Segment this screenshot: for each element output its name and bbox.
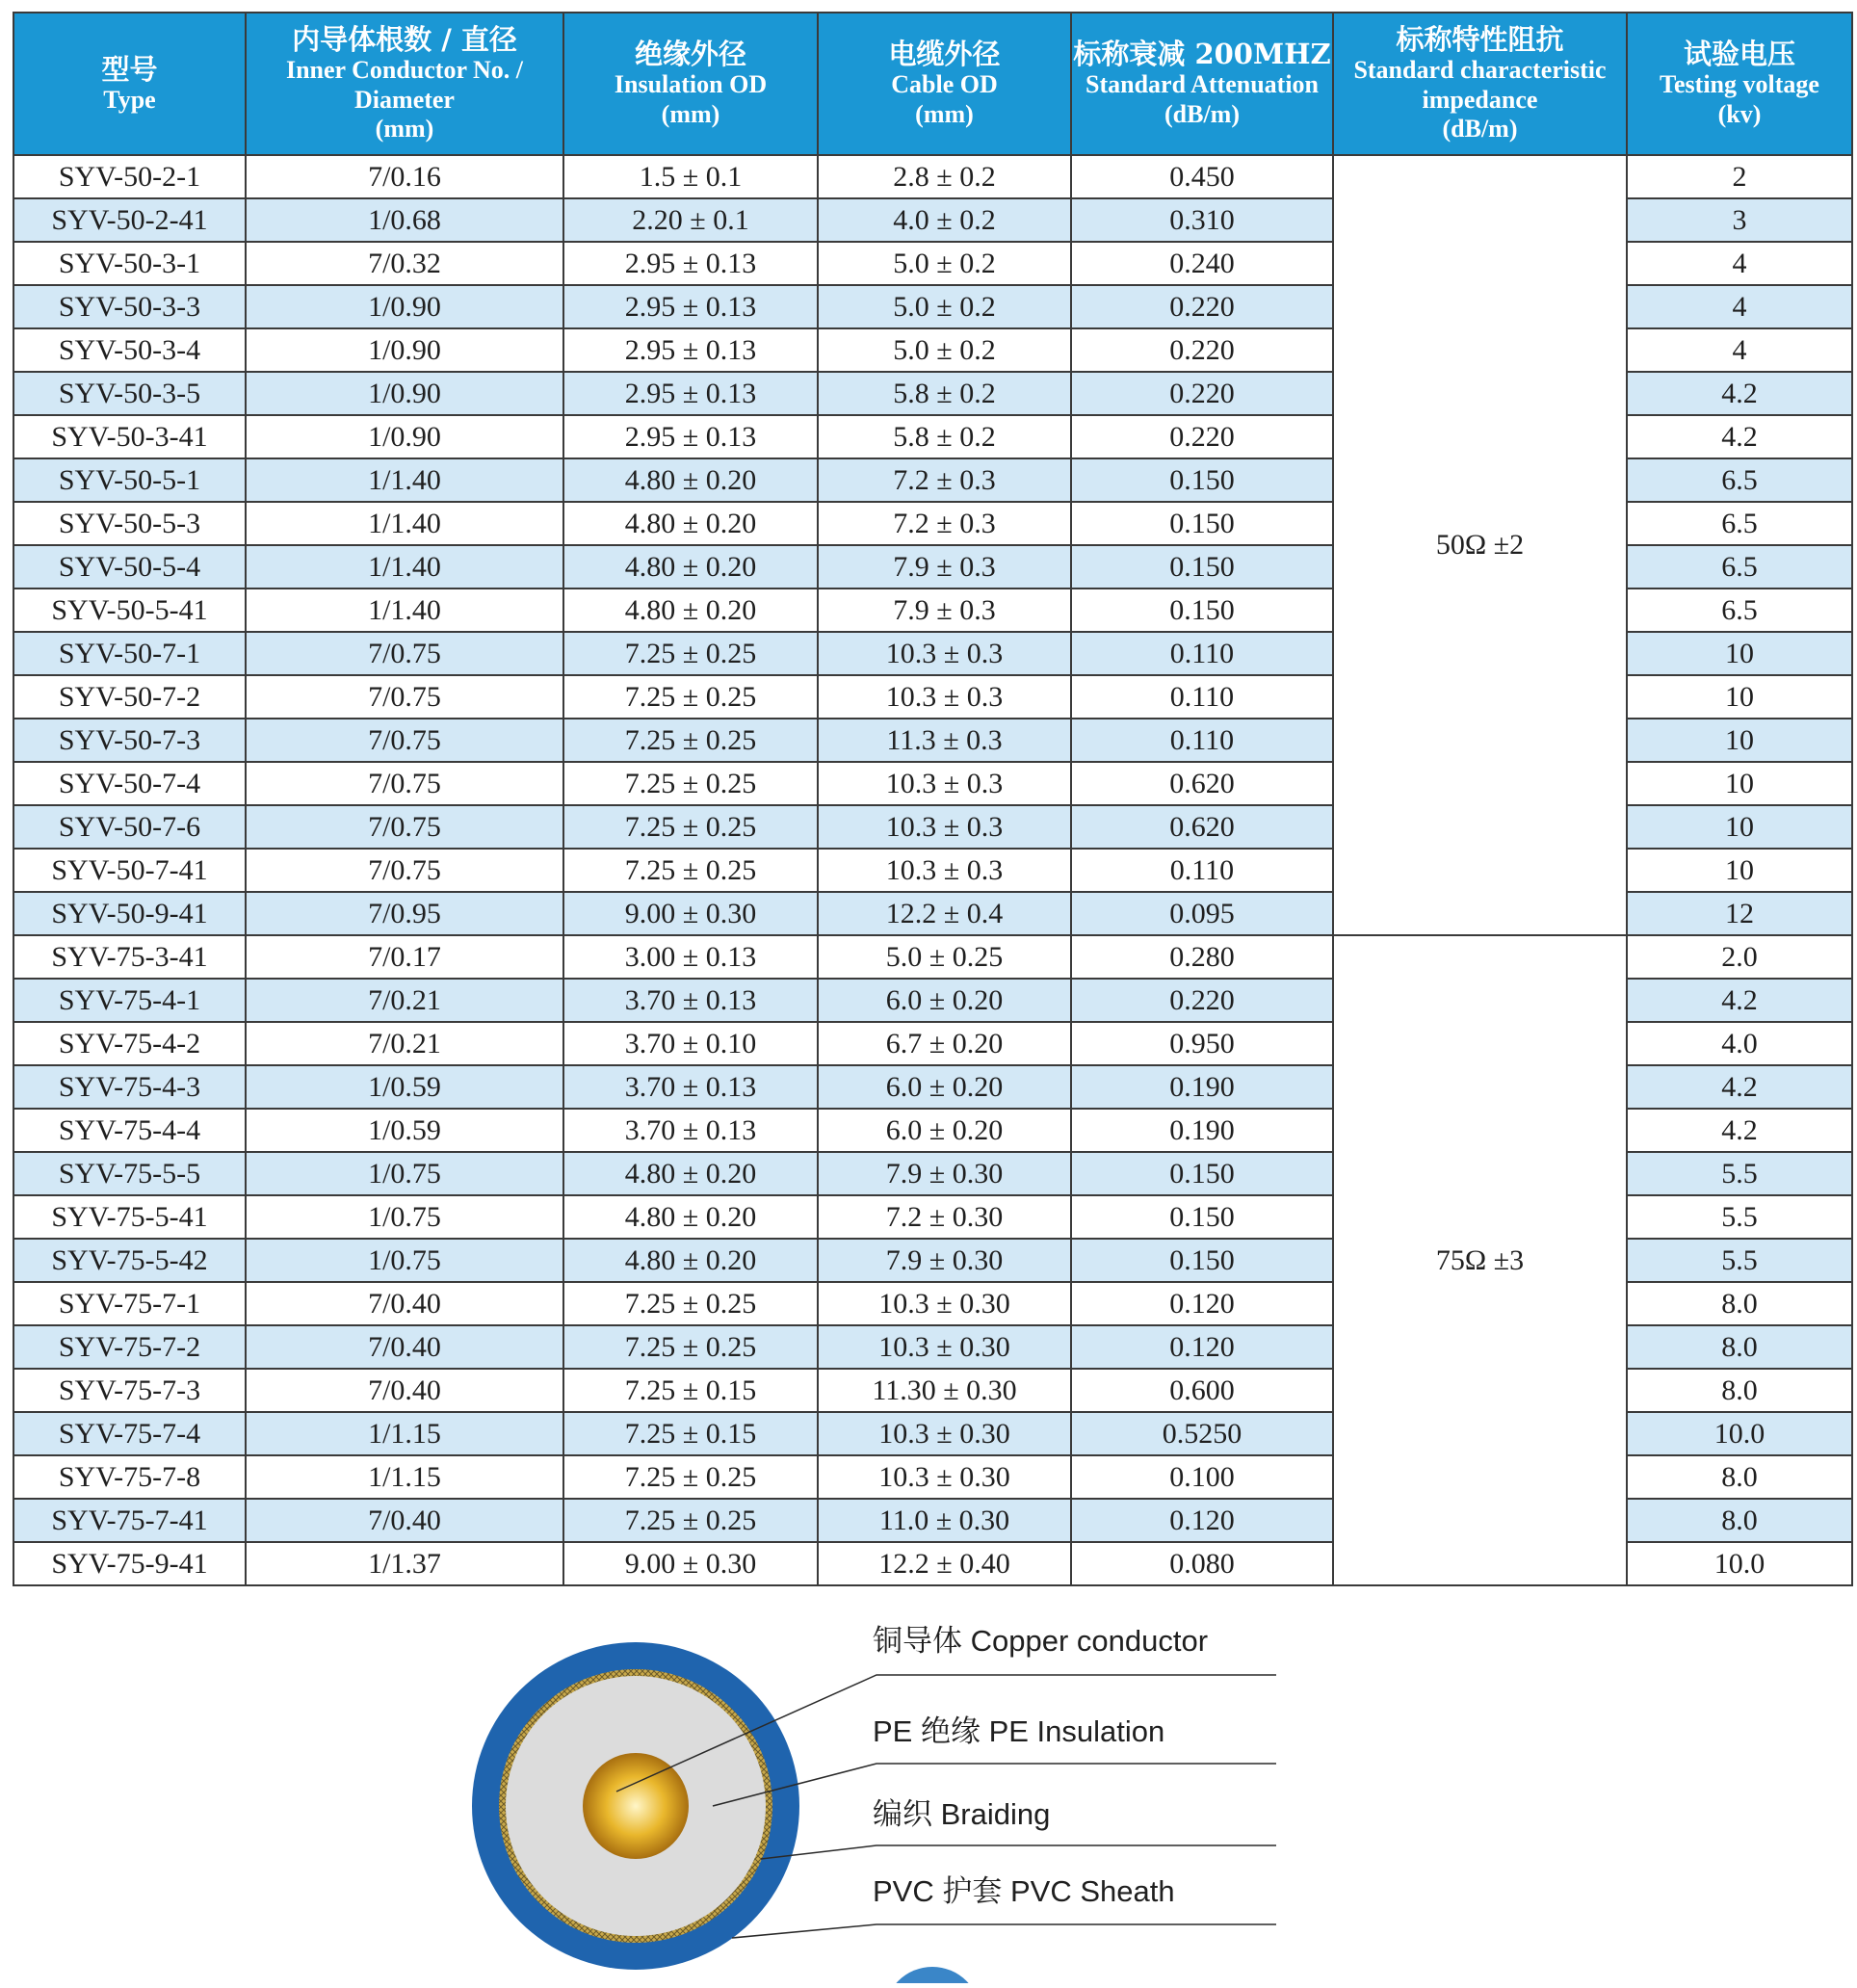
callout-line-braiding [761,1845,1276,1859]
cell-type: SYV-50-7-41 [13,849,246,892]
header-impedance-en: impedance [1422,85,1538,114]
cell-inner-conductor: 1/0.59 [246,1109,563,1152]
header-type [13,13,246,155]
cell-cable-od: 10.3 ± 0.30 [818,1455,1071,1499]
header-inner-conductor-en: (mm) [375,115,434,144]
cell-type: SYV-75-5-41 [13,1195,246,1239]
cell-inner-conductor: 1/0.59 [246,1065,563,1109]
cell-inner-conductor: 7/0.16 [246,155,563,198]
cell-inner-conductor: 7/0.75 [246,849,563,892]
cell-testing-voltage: 10 [1627,719,1852,762]
cell-testing-voltage: 3 [1627,198,1852,242]
cell-insulation-od: 9.00 ± 0.30 [563,1542,818,1585]
cell-insulation-od: 4.80 ± 0.20 [563,1152,818,1195]
cell-testing-voltage: 8.0 [1627,1282,1852,1325]
cell-inner-conductor: 7/0.17 [246,935,563,979]
cell-type: SYV-50-7-2 [13,675,246,719]
cell-type: SYV-50-7-3 [13,719,246,762]
cell-testing-voltage: 10 [1627,675,1852,719]
cell-testing-voltage: 5.5 [1627,1152,1852,1195]
callout-line-sheath [732,1924,1276,1938]
cell-insulation-od: 3.70 ± 0.10 [563,1022,818,1065]
header-impedance-en: Standard characteristic [1353,56,1607,85]
cell-testing-voltage: 6.5 [1627,589,1852,632]
cell-inner-conductor: 1/0.75 [246,1239,563,1282]
cell-cable-od: 6.0 ± 0.20 [818,1109,1071,1152]
cell-attenuation: 0.150 [1071,502,1333,545]
cell-attenuation: 0.095 [1071,892,1333,935]
cell-attenuation: 0.220 [1071,328,1333,372]
cell-type: SYV-75-4-1 [13,979,246,1022]
cell-inner-conductor: 1/1.15 [246,1455,563,1499]
cell-insulation-od: 7.25 ± 0.25 [563,719,818,762]
cell-cable-od: 7.2 ± 0.30 [818,1195,1071,1239]
cell-testing-voltage: 10.0 [1627,1542,1852,1585]
cell-testing-voltage: 4.2 [1627,1065,1852,1109]
header-attenuation [1071,13,1333,155]
cell-attenuation: 0.620 [1071,762,1333,805]
cell-impedance: 50Ω ±2 [1333,155,1627,935]
cell-insulation-od: 2.20 ± 0.1 [563,198,818,242]
header-cable-od-zh: 电缆外径 [888,38,1001,71]
cell-insulation-od: 7.25 ± 0.25 [563,1325,818,1369]
cell-insulation-od: 4.80 ± 0.20 [563,502,818,545]
cell-type: SYV-75-7-3 [13,1369,246,1412]
header-inner-conductor-en: Inner Conductor No. / [285,56,524,85]
header-cable-od-en: Cable OD [891,70,998,99]
cell-testing-voltage: 6.5 [1627,502,1852,545]
cell-cable-od: 5.0 ± 0.25 [818,935,1071,979]
cell-testing-voltage: 8.0 [1627,1369,1852,1412]
cell-attenuation: 0.120 [1071,1282,1333,1325]
cell-attenuation: 0.190 [1071,1109,1333,1152]
cell-inner-conductor: 7/0.40 [246,1369,563,1412]
header-type-zh: 型号 [101,52,158,86]
cell-testing-voltage: 4.2 [1627,979,1852,1022]
cell-attenuation: 0.220 [1071,979,1333,1022]
cell-cable-od: 7.9 ± 0.3 [818,589,1071,632]
cell-insulation-od: 7.25 ± 0.25 [563,1455,818,1499]
cell-cable-od: 10.3 ± 0.3 [818,675,1071,719]
cell-testing-voltage: 2.0 [1627,935,1852,979]
cell-testing-voltage: 4.0 [1627,1022,1852,1065]
cell-inner-conductor: 1/0.90 [246,415,563,458]
cell-insulation-od: 2.95 ± 0.13 [563,328,818,372]
header-impedance-en: (dB/m) [1442,115,1518,144]
cell-cable-od: 10.3 ± 0.3 [818,805,1071,849]
cell-inner-conductor: 7/0.40 [246,1282,563,1325]
cell-cable-od: 2.8 ± 0.2 [818,155,1071,198]
header-cable-od-en: (mm) [915,100,974,129]
header-testing-voltage-en: (kv) [1717,100,1762,129]
cell-inner-conductor: 1/1.40 [246,545,563,589]
cell-insulation-od: 7.25 ± 0.25 [563,762,818,805]
cell-inner-conductor: 7/0.95 [246,892,563,935]
cell-inner-conductor: 7/0.75 [246,762,563,805]
cell-inner-conductor: 1/0.75 [246,1195,563,1239]
cable-cross-section-diagram [472,1599,1339,1983]
cell-testing-voltage: 10.0 [1627,1412,1852,1455]
cell-type: SYV-50-5-4 [13,545,246,589]
cell-type: SYV-75-9-41 [13,1542,246,1585]
cell-type: SYV-75-7-4 [13,1412,246,1455]
label-copper-conductor: 铜导体 Copper conductor [873,1624,1209,1658]
cell-insulation-od: 4.80 ± 0.20 [563,1195,818,1239]
cell-type: SYV-75-5-42 [13,1239,246,1282]
cell-insulation-od: 4.80 ± 0.20 [563,589,818,632]
cell-inner-conductor: 1/1.15 [246,1412,563,1455]
cell-inner-conductor: 7/0.32 [246,242,563,285]
cell-type: SYV-50-3-3 [13,285,246,328]
header-testing-voltage [1627,13,1852,155]
cell-attenuation: 0.600 [1071,1369,1333,1412]
cell-testing-voltage: 2 [1627,155,1852,198]
cell-insulation-od: 7.25 ± 0.25 [563,805,818,849]
cell-inner-conductor: 7/0.21 [246,1022,563,1065]
cell-attenuation: 0.220 [1071,415,1333,458]
cell-cable-od: 5.8 ± 0.2 [818,415,1071,458]
cell-type: SYV-50-9-41 [13,892,246,935]
table-header-row [13,13,1852,155]
cell-type: SYV-75-5-5 [13,1152,246,1195]
header-testing-voltage-en: Testing voltage [1660,70,1819,99]
cell-type: SYV-50-2-1 [13,155,246,198]
cell-type: SYV-75-4-2 [13,1022,246,1065]
cell-type: SYV-75-7-8 [13,1455,246,1499]
label-braiding: 编织 Braiding [873,1797,1051,1831]
cell-insulation-od: 2.95 ± 0.13 [563,285,818,328]
cable-spec-table [13,12,1853,1586]
cell-testing-voltage: 10 [1627,762,1852,805]
cell-attenuation: 0.5250 [1071,1412,1333,1455]
cell-testing-voltage: 5.5 [1627,1239,1852,1282]
copper-conductor-icon [583,1753,689,1859]
cell-testing-voltage: 4.2 [1627,415,1852,458]
cell-testing-voltage: 8.0 [1627,1499,1852,1542]
label-pvc-sheath: PVC 护套 PVC Sheath [873,1874,1175,1908]
cell-attenuation: 0.190 [1071,1065,1333,1109]
cell-attenuation: 0.150 [1071,1152,1333,1195]
cell-type: SYV-75-7-41 [13,1499,246,1542]
cell-testing-voltage: 4 [1627,242,1852,285]
cell-type: SYV-50-2-41 [13,198,246,242]
cell-insulation-od: 9.00 ± 0.30 [563,892,818,935]
cell-inner-conductor: 1/0.75 [246,1152,563,1195]
cell-attenuation: 0.450 [1071,155,1333,198]
cell-attenuation: 0.620 [1071,805,1333,849]
cell-type: SYV-75-4-4 [13,1109,246,1152]
cell-cable-od: 10.3 ± 0.30 [818,1282,1071,1325]
cell-inner-conductor: 7/0.75 [246,632,563,675]
header-impedance [1333,13,1627,155]
cell-attenuation: 0.280 [1071,935,1333,979]
cell-insulation-od: 2.95 ± 0.13 [563,372,818,415]
cell-type: SYV-50-3-1 [13,242,246,285]
cell-attenuation: 0.220 [1071,285,1333,328]
cell-cable-od: 5.0 ± 0.2 [818,328,1071,372]
header-inner-conductor [246,13,563,155]
cell-cable-od: 12.2 ± 0.4 [818,892,1071,935]
cell-type: SYV-50-7-1 [13,632,246,675]
cell-type: SYV-75-3-41 [13,935,246,979]
cell-testing-voltage: 6.5 [1627,545,1852,589]
cell-attenuation: 0.110 [1071,719,1333,762]
cell-attenuation: 0.110 [1071,632,1333,675]
cell-insulation-od: 3.00 ± 0.13 [563,935,818,979]
cell-inner-conductor: 1/1.40 [246,589,563,632]
cell-type: SYV-50-5-41 [13,589,246,632]
cell-testing-voltage: 8.0 [1627,1455,1852,1499]
cell-cable-od: 4.0 ± 0.2 [818,198,1071,242]
header-attenuation-zh: 标称衰减 200MHZ [1073,38,1331,71]
cell-type: SYV-50-7-6 [13,805,246,849]
cell-type: SYV-50-3-41 [13,415,246,458]
cell-cable-od: 7.9 ± 0.30 [818,1239,1071,1282]
cell-cable-od: 10.3 ± 0.30 [818,1325,1071,1369]
cell-attenuation: 0.110 [1071,849,1333,892]
header-cable-od [818,13,1071,155]
header-type-en: Type [103,85,156,114]
cell-testing-voltage: 10 [1627,805,1852,849]
cell-inner-conductor: 7/0.40 [246,1325,563,1369]
cell-attenuation: 0.310 [1071,198,1333,242]
cell-attenuation: 0.150 [1071,458,1333,502]
cell-insulation-od: 7.25 ± 0.25 [563,849,818,892]
cell-attenuation: 0.150 [1071,589,1333,632]
cell-cable-od: 6.0 ± 0.20 [818,979,1071,1022]
cell-insulation-od: 4.80 ± 0.20 [563,545,818,589]
cell-insulation-od: 7.25 ± 0.25 [563,1499,818,1542]
cell-cable-od: 5.0 ± 0.2 [818,285,1071,328]
cell-cable-od: 10.3 ± 0.30 [818,1412,1071,1455]
cell-attenuation: 0.120 [1071,1499,1333,1542]
cell-attenuation: 0.150 [1071,545,1333,589]
cell-type: SYV-75-7-1 [13,1282,246,1325]
cell-testing-voltage: 4.2 [1627,372,1852,415]
cell-testing-voltage: 10 [1627,849,1852,892]
cell-cable-od: 11.30 ± 0.30 [818,1369,1071,1412]
cell-type: SYV-50-7-4 [13,762,246,805]
cell-insulation-od: 3.70 ± 0.13 [563,1109,818,1152]
cell-insulation-od: 2.95 ± 0.13 [563,415,818,458]
header-insulation-od-en: (mm) [661,100,720,129]
cell-testing-voltage: 8.0 [1627,1325,1852,1369]
cell-testing-voltage: 10 [1627,632,1852,675]
cell-attenuation: 0.100 [1071,1455,1333,1499]
table-body [13,155,1852,1585]
cell-inner-conductor: 1/1.40 [246,502,563,545]
header-inner-conductor-en: Diameter [354,85,455,114]
cell-type: SYV-50-5-3 [13,502,246,545]
cell-cable-od: 10.3 ± 0.3 [818,632,1071,675]
cell-testing-voltage: 4 [1627,285,1852,328]
cell-inner-conductor: 7/0.75 [246,805,563,849]
cell-impedance: 75Ω ±3 [1333,935,1627,1585]
cell-type: SYV-50-3-4 [13,328,246,372]
header-attenuation-en: Standard Attenuation [1085,70,1319,99]
cell-inner-conductor: 1/0.68 [246,198,563,242]
cell-insulation-od: 4.80 ± 0.20 [563,458,818,502]
header-insulation-od-zh: 绝缘外径 [634,38,746,71]
cable-preview-icon [884,1967,981,1983]
cell-insulation-od: 1.5 ± 0.1 [563,155,818,198]
cell-inner-conductor: 1/0.90 [246,328,563,372]
cell-insulation-od: 7.25 ± 0.25 [563,1282,818,1325]
header-attenuation-en: (dB/m) [1164,100,1240,129]
header-insulation-od [563,13,818,155]
cell-testing-voltage: 12 [1627,892,1852,935]
cell-insulation-od: 2.95 ± 0.13 [563,242,818,285]
cell-cable-od: 6.0 ± 0.20 [818,1065,1071,1109]
cell-type: SYV-75-7-2 [13,1325,246,1369]
header-testing-voltage-zh: 试验电压 [1683,38,1795,71]
cell-cable-od: 7.9 ± 0.30 [818,1152,1071,1195]
header-insulation-od-en: Insulation OD [614,70,768,99]
cell-type: SYV-50-5-1 [13,458,246,502]
cell-insulation-od: 3.70 ± 0.13 [563,979,818,1022]
header-inner-conductor-zh: 内导体根数 / 直径 [292,22,517,56]
cell-cable-od: 5.0 ± 0.2 [818,242,1071,285]
cell-inner-conductor: 1/0.90 [246,285,563,328]
header-impedance-zh: 标称特性阻抗 [1396,22,1564,56]
cell-insulation-od: 3.70 ± 0.13 [563,1065,818,1109]
cell-cable-od: 11.3 ± 0.3 [818,719,1071,762]
cell-insulation-od: 7.25 ± 0.15 [563,1412,818,1455]
cell-insulation-od: 4.80 ± 0.20 [563,1239,818,1282]
cell-type: SYV-50-3-5 [13,372,246,415]
cell-inner-conductor: 1/0.90 [246,372,563,415]
cell-attenuation: 0.220 [1071,372,1333,415]
label-pe-insulation: PE 绝缘 PE Insulation [873,1714,1165,1748]
cell-type: SYV-75-4-3 [13,1065,246,1109]
cell-cable-od: 5.8 ± 0.2 [818,372,1071,415]
cell-attenuation: 0.150 [1071,1239,1333,1282]
cell-inner-conductor: 1/1.40 [246,458,563,502]
cell-insulation-od: 7.25 ± 0.15 [563,1369,818,1412]
cell-cable-od: 10.3 ± 0.3 [818,762,1071,805]
cell-insulation-od: 7.25 ± 0.25 [563,632,818,675]
cell-cable-od: 7.2 ± 0.3 [818,458,1071,502]
cell-inner-conductor: 7/0.40 [246,1499,563,1542]
cell-testing-voltage: 5.5 [1627,1195,1852,1239]
cell-attenuation: 0.110 [1071,675,1333,719]
cell-cable-od: 6.7 ± 0.20 [818,1022,1071,1065]
cell-cable-od: 11.0 ± 0.30 [818,1499,1071,1542]
cell-cable-od: 10.3 ± 0.3 [818,849,1071,892]
cell-attenuation: 0.240 [1071,242,1333,285]
cell-attenuation: 0.950 [1071,1022,1333,1065]
cell-cable-od: 7.2 ± 0.3 [818,502,1071,545]
cell-inner-conductor: 7/0.75 [246,719,563,762]
cell-attenuation: 0.080 [1071,1542,1333,1585]
cell-inner-conductor: 7/0.21 [246,979,563,1022]
cell-testing-voltage: 6.5 [1627,458,1852,502]
cell-cable-od: 12.2 ± 0.40 [818,1542,1071,1585]
cell-insulation-od: 7.25 ± 0.25 [563,675,818,719]
cell-inner-conductor: 7/0.75 [246,675,563,719]
table-row [13,155,1852,198]
cell-testing-voltage: 4.2 [1627,1109,1852,1152]
cell-testing-voltage: 4 [1627,328,1852,372]
table-row [13,935,1852,979]
cell-inner-conductor: 1/1.37 [246,1542,563,1585]
cell-attenuation: 0.120 [1071,1325,1333,1369]
cell-cable-od: 7.9 ± 0.3 [818,545,1071,589]
cell-attenuation: 0.150 [1071,1195,1333,1239]
